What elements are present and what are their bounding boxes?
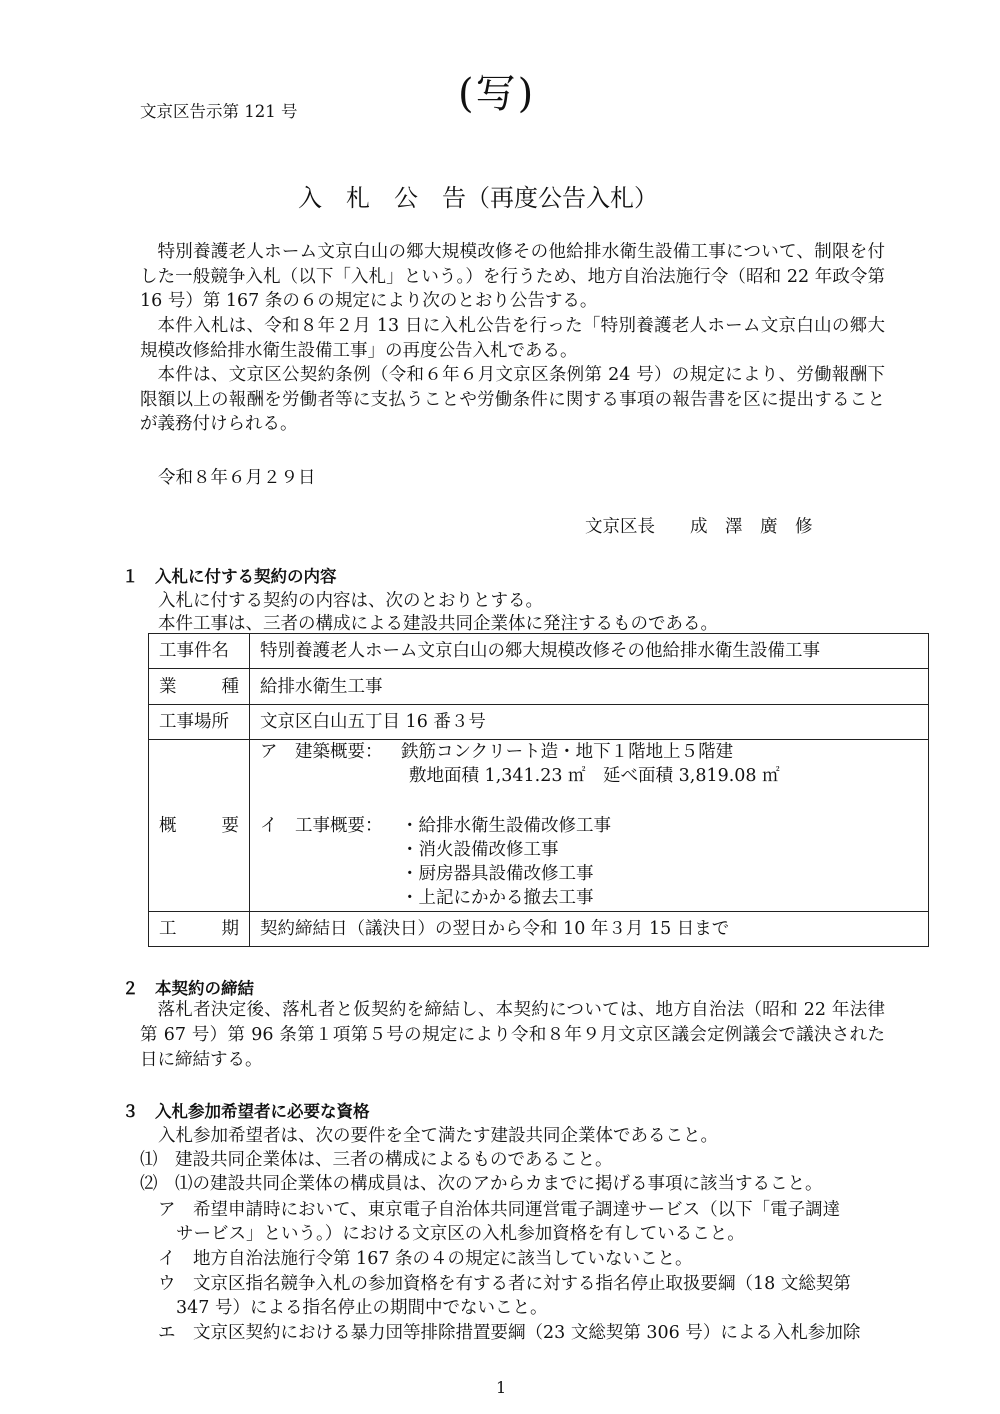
section-3-item-u-line-1: ウ 文京区指名競争入札の参加資格を有する者に対する指名停止取扱要綱（18 文総契第 bbox=[158, 1274, 851, 1294]
page-number: 1 bbox=[496, 1378, 507, 1397]
section-2-heading: ２ 本契約の締結 bbox=[122, 979, 254, 998]
section-1-line-1: 入札に付する契約の内容は、次のとおりとする。 bbox=[158, 591, 543, 611]
section-3-item-u-line-2: 347 号）による指名停止の期間中でないこと。 bbox=[176, 1298, 548, 1318]
section-3-intro: 入札参加希望者は、次の要件を全て満たす建設共同企業体であること。 bbox=[158, 1126, 718, 1146]
signer: 文京区長 成 澤 廣 修 bbox=[585, 517, 813, 537]
summary-b-item-2: ・消火設備改修工事 bbox=[401, 840, 559, 860]
value-type: 給排水衛生工事 bbox=[250, 669, 929, 705]
contract-table bbox=[148, 633, 929, 947]
value-summary bbox=[250, 740, 929, 912]
value-name: 特別養護老人ホーム文京白山の郷大規模改修その他給排水衛生設備工事 bbox=[250, 634, 929, 669]
section-3-heading: ３ 入札参加希望者に必要な資格 bbox=[122, 1102, 370, 1121]
label-place: 工事場所 bbox=[149, 705, 250, 740]
label-summary: 概 要 bbox=[149, 740, 250, 912]
section-3-item-1: ⑴ 建設共同企業体は、三者の構成によるものであること。 bbox=[140, 1150, 613, 1170]
summary-b-label: イ 工事概要： bbox=[260, 816, 383, 836]
intro-paragraph-2: 本件入札は、令和８年２月 13 日に入札公告を行った「特別養護老人ホーム文京白山の郷大規模改修給排水衛生設備工事」の再度公告入札である。 bbox=[140, 316, 885, 361]
copy-mark: (写) bbox=[458, 71, 536, 117]
table-row-period bbox=[149, 912, 929, 947]
table-row-place bbox=[149, 705, 929, 740]
section-3-item-2: ⑵ ⑴の建設共同企業体の構成員は、次のアからカまでに掲げる事項に該当すること。 bbox=[140, 1174, 823, 1194]
summary-a-line-1: 鉄筋コンクリート造・地下１階地上５階建 bbox=[401, 742, 734, 762]
summary-a-label: ア 建築概要： bbox=[260, 742, 383, 762]
summary-b-item-4: ・上記にかかる撤去工事 bbox=[401, 888, 594, 908]
intro-paragraph-1: 特別養護老人ホーム文京白山の郷大規模改修その他給排水衛生設備工事について、制限を付した一般競争入札（以下「入札」という。）を行うため、地方自治法施行令（昭和 22 年政令第 16 号）第 167 条の６の規定により次のとおり公告する。 bbox=[140, 242, 885, 311]
notice-date: 令和８年６月２９日 bbox=[158, 468, 316, 488]
section-3-item-i: イ 地方自治法施行令第 167 条の４の規定に該当していないこと。 bbox=[158, 1249, 693, 1269]
value-place: 文京区白山五丁目 16 番３号 bbox=[250, 705, 929, 740]
table-row-type bbox=[149, 669, 929, 705]
value-period: 契約締結日（議決日）の翌日から令和 10 年３月 15 日まで bbox=[250, 912, 929, 947]
summary-b-item-1: ・給排水衛生設備改修工事 bbox=[401, 816, 611, 836]
summary-a-line-2: 敷地面積 1,341.23 ㎡ 延べ面積 3,819.08 ㎡ bbox=[409, 766, 780, 786]
label-name: 工事件名 bbox=[149, 634, 250, 669]
summary-b-item-3: ・厨房器具設備改修工事 bbox=[401, 864, 594, 884]
section-3-item-e-line-1: エ 文京区契約における暴力団等排除措置要綱（23 文総契第 306 号）による入札参加除 bbox=[158, 1323, 861, 1343]
document-title: 入 札 公 告（再度公告入札） bbox=[298, 184, 658, 212]
section-3-item-a-line-1: ア 希望申請時において、東京電子自治体共同運営電子調達サービス（以下「電子調達 bbox=[158, 1200, 841, 1220]
section-1-line-2: 本件工事は、三者の構成による建設共同企業体に発注するものである。 bbox=[158, 614, 718, 634]
table-row-name bbox=[149, 634, 929, 669]
intro-paragraph-3: 本件は、文京区公契約条例（令和６年６月文京区条例第 24 号）の規定により、労働報酬下限額以上の報酬を労働者等に支払うことや労働条件に関する事項の報告書を区に提出することが義務付けられる。 bbox=[140, 365, 886, 434]
section-1-heading: １ 入札に付する契約の内容 bbox=[122, 567, 337, 586]
label-period: 工 期 bbox=[149, 912, 250, 947]
section-2-body: 落札者決定後、落札者と仮契約を締結し、本契約については、地方自治法（昭和 22 年法律第 67 号）第 96 条第１項第５号の規定により令和８年９月文京区議会定例議会で議決された日に締結する。 bbox=[140, 1000, 885, 1070]
notice-number: 文京区告示第 121 号 bbox=[140, 102, 298, 121]
table-row-summary bbox=[149, 740, 929, 912]
section-3-item-a-line-2: サービス」という。）における文京区の入札参加資格を有していること。 bbox=[176, 1224, 745, 1244]
label-type: 業 種 bbox=[149, 669, 250, 705]
